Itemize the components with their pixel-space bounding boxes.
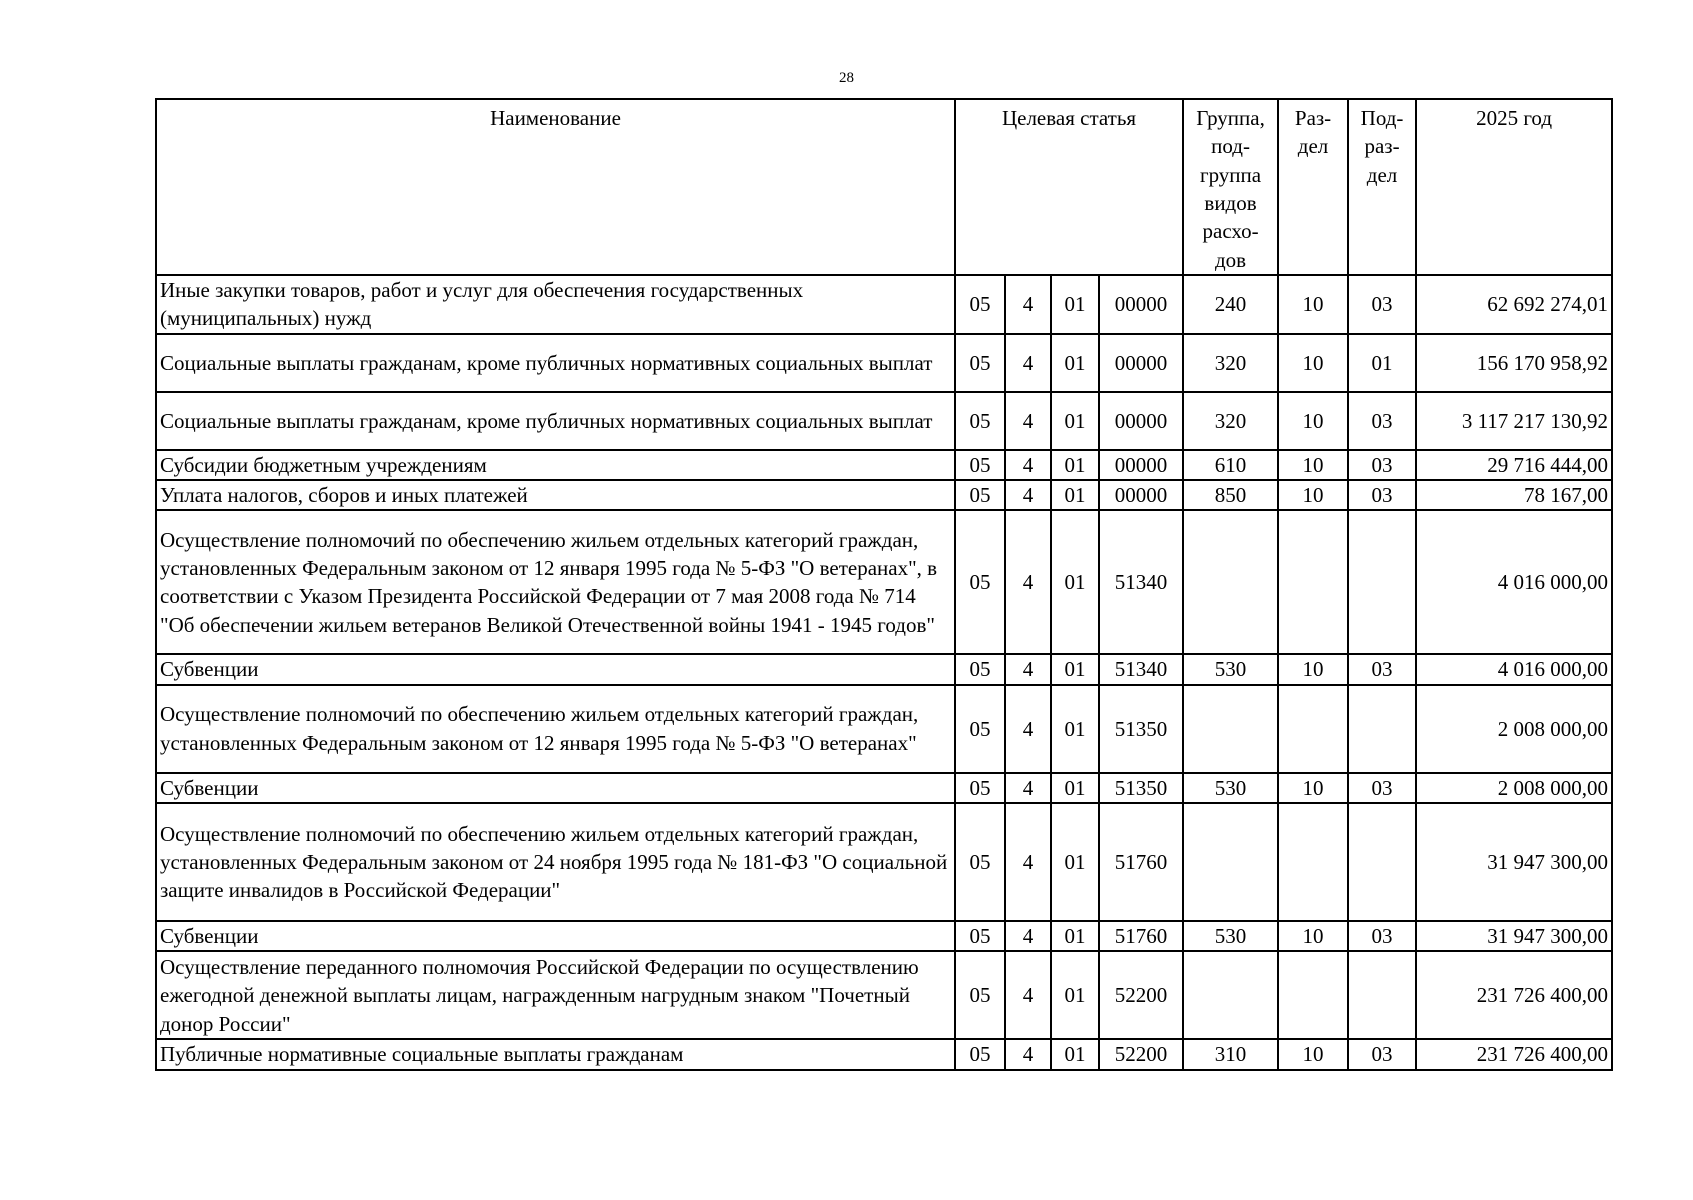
code-type: 4	[1005, 773, 1051, 803]
expense-group: 850	[1183, 480, 1278, 510]
amount-2025: 62 692 274,01	[1416, 275, 1612, 334]
row-name: Иные закупки товаров, работ и услуг для обеспечения государственных (муниципальных) нужд	[156, 275, 955, 334]
code-program: 05	[955, 685, 1005, 773]
code-direction: 52200	[1099, 1039, 1183, 1069]
expense-group: 610	[1183, 450, 1278, 480]
row-name: Социальные выплаты гражданам, кроме публичных нормативных социальных выплат	[156, 334, 955, 392]
subsection: 03	[1348, 1039, 1416, 1069]
table-row	[156, 951, 1612, 1039]
code-subprogram: 01	[1051, 654, 1099, 684]
table-row	[156, 654, 1612, 684]
amount-2025: 29 716 444,00	[1416, 450, 1612, 480]
expense-group	[1183, 510, 1278, 654]
section: 10	[1278, 773, 1348, 803]
table-row	[156, 275, 1612, 334]
table-row	[156, 1039, 1612, 1069]
table-row	[156, 392, 1612, 450]
amount-2025: 2 008 000,00	[1416, 773, 1612, 803]
code-direction: 51760	[1099, 921, 1183, 951]
amount-2025: 31 947 300,00	[1416, 921, 1612, 951]
code-type: 4	[1005, 685, 1051, 773]
row-name: Субвенции	[156, 921, 955, 951]
code-direction: 00000	[1099, 334, 1183, 392]
section	[1278, 685, 1348, 773]
table-row	[156, 510, 1612, 654]
row-name: Осуществление полномочий по обеспечению жильем отдельных категорий граждан, установленных Федеральным законом от 12 января 1995 года № 5-ФЗ "О ветеранах"	[156, 685, 955, 773]
row-name: Осуществление полномочий по обеспечению жильем отдельных категорий граждан, установленных Федеральным законом от 12 января 1995 года № 5-ФЗ "О ветеранах", в соответствии с Указом Президента Российской Федерации от 7 мая 2008 года № 714 "Об обеспечении жильем ветеранов Великой Отечественной войны 1941 - 1945 годов"	[156, 510, 955, 654]
section: 10	[1278, 480, 1348, 510]
code-type: 4	[1005, 921, 1051, 951]
code-direction: 00000	[1099, 275, 1183, 334]
code-direction: 51350	[1099, 773, 1183, 803]
subsection: 03	[1348, 392, 1416, 450]
section: 10	[1278, 1039, 1348, 1069]
subsection: 03	[1348, 654, 1416, 684]
expense-group: 530	[1183, 773, 1278, 803]
code-subprogram: 01	[1051, 1039, 1099, 1069]
code-type: 4	[1005, 450, 1051, 480]
code-subprogram: 01	[1051, 480, 1099, 510]
code-type: 4	[1005, 1039, 1051, 1069]
expense-group: 240	[1183, 275, 1278, 334]
code-type: 4	[1005, 392, 1051, 450]
amount-2025: 156 170 958,92	[1416, 334, 1612, 392]
code-program: 05	[955, 334, 1005, 392]
code-subprogram: 01	[1051, 951, 1099, 1039]
amount-2025: 78 167,00	[1416, 480, 1612, 510]
header-target-article: Целевая статья	[955, 99, 1183, 275]
code-direction: 51340	[1099, 510, 1183, 654]
code-program: 05	[955, 275, 1005, 334]
header-subsection: Под-раз-дел	[1348, 99, 1416, 275]
code-type: 4	[1005, 275, 1051, 334]
code-direction: 52200	[1099, 951, 1183, 1039]
code-program: 05	[955, 1039, 1005, 1069]
subsection: 01	[1348, 334, 1416, 392]
section: 10	[1278, 392, 1348, 450]
table-row	[156, 480, 1612, 510]
section: 10	[1278, 921, 1348, 951]
expense-group: 530	[1183, 654, 1278, 684]
row-name: Субвенции	[156, 773, 955, 803]
code-direction: 00000	[1099, 480, 1183, 510]
code-program: 05	[955, 921, 1005, 951]
code-type: 4	[1005, 654, 1051, 684]
subsection: 03	[1348, 773, 1416, 803]
header-row	[156, 99, 1612, 275]
code-direction: 51340	[1099, 654, 1183, 684]
amount-2025: 2 008 000,00	[1416, 685, 1612, 773]
header-name: Наименование	[156, 99, 955, 275]
section	[1278, 510, 1348, 654]
table-row	[156, 803, 1612, 921]
code-program: 05	[955, 951, 1005, 1039]
code-subprogram: 01	[1051, 685, 1099, 773]
table-row	[156, 921, 1612, 951]
section	[1278, 951, 1348, 1039]
table-row	[156, 334, 1612, 392]
subsection: 03	[1348, 480, 1416, 510]
row-name: Публичные нормативные социальные выплаты гражданам	[156, 1039, 955, 1069]
code-program: 05	[955, 803, 1005, 921]
amount-2025: 231 726 400,00	[1416, 951, 1612, 1039]
section	[1278, 803, 1348, 921]
header-expense-group: Группа, под-группа видов расхо-дов	[1183, 99, 1278, 275]
section: 10	[1278, 450, 1348, 480]
code-program: 05	[955, 450, 1005, 480]
table-row	[156, 685, 1612, 773]
code-type: 4	[1005, 480, 1051, 510]
code-subprogram: 01	[1051, 334, 1099, 392]
row-name: Осуществление переданного полномочия Российской Федерации по осуществлению ежегодной денежной выплаты лицам, награжденным нагрудным знаком "Почетный донор России"	[156, 951, 955, 1039]
expense-group	[1183, 685, 1278, 773]
expense-group	[1183, 951, 1278, 1039]
subsection	[1348, 803, 1416, 921]
amount-2025: 4 016 000,00	[1416, 654, 1612, 684]
expense-group: 530	[1183, 921, 1278, 951]
code-subprogram: 01	[1051, 510, 1099, 654]
code-subprogram: 01	[1051, 392, 1099, 450]
amount-2025: 31 947 300,00	[1416, 803, 1612, 921]
budget-table	[155, 98, 1613, 1071]
code-type: 4	[1005, 951, 1051, 1039]
expense-group	[1183, 803, 1278, 921]
section: 10	[1278, 654, 1348, 684]
row-name: Субсидии бюджетным учреждениям	[156, 450, 955, 480]
amount-2025: 3 117 217 130,92	[1416, 392, 1612, 450]
code-subprogram: 01	[1051, 450, 1099, 480]
code-type: 4	[1005, 510, 1051, 654]
code-direction: 00000	[1099, 450, 1183, 480]
table-row	[156, 450, 1612, 480]
code-direction: 51760	[1099, 803, 1183, 921]
subsection	[1348, 510, 1416, 654]
row-name: Социальные выплаты гражданам, кроме публичных нормативных социальных выплат	[156, 392, 955, 450]
subsection: 03	[1348, 450, 1416, 480]
code-program: 05	[955, 392, 1005, 450]
code-program: 05	[955, 480, 1005, 510]
header-section: Раз-дел	[1278, 99, 1348, 275]
code-type: 4	[1005, 334, 1051, 392]
amount-2025: 4 016 000,00	[1416, 510, 1612, 654]
subsection	[1348, 951, 1416, 1039]
amount-2025: 231 726 400,00	[1416, 1039, 1612, 1069]
expense-group: 320	[1183, 392, 1278, 450]
subsection	[1348, 685, 1416, 773]
section: 10	[1278, 334, 1348, 392]
code-program: 05	[955, 654, 1005, 684]
code-program: 05	[955, 773, 1005, 803]
page-number: 28	[839, 70, 854, 86]
code-type: 4	[1005, 803, 1051, 921]
expense-group: 310	[1183, 1039, 1278, 1069]
row-name: Осуществление полномочий по обеспечению жильем отдельных категорий граждан, установленных Федеральным законом от 24 ноября 1995 года № 181-ФЗ "О социальной защите инвалидов в Российской Федерации"	[156, 803, 955, 921]
expense-group: 320	[1183, 334, 1278, 392]
code-subprogram: 01	[1051, 773, 1099, 803]
subsection: 03	[1348, 275, 1416, 334]
table-row	[156, 773, 1612, 803]
section: 10	[1278, 275, 1348, 334]
row-name: Субвенции	[156, 654, 955, 684]
code-program: 05	[955, 510, 1005, 654]
subsection: 03	[1348, 921, 1416, 951]
code-subprogram: 01	[1051, 803, 1099, 921]
code-direction: 51350	[1099, 685, 1183, 773]
code-subprogram: 01	[1051, 921, 1099, 951]
code-subprogram: 01	[1051, 275, 1099, 334]
row-name: Уплата налогов, сборов и иных платежей	[156, 480, 955, 510]
header-year-2025: 2025 год	[1416, 99, 1612, 275]
code-direction: 00000	[1099, 392, 1183, 450]
